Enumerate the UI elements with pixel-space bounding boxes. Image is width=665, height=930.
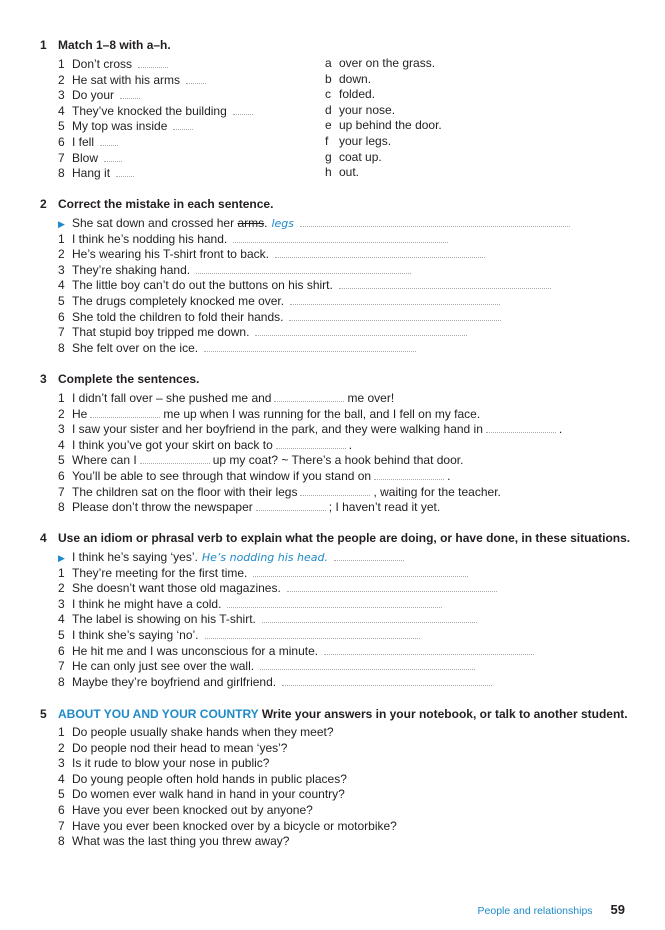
answer-blank[interactable]	[486, 421, 556, 433]
section-label: ABOUT YOU AND YOUR COUNTRY	[58, 707, 259, 721]
exercise-4-heading: 4 Use an idiom or phrasal verb to explain what the people are doing, or have done, in these situations.	[40, 531, 631, 545]
answer-blank[interactable]	[140, 452, 210, 464]
list-item: 8 Hang it	[40, 165, 640, 181]
list-item: c folded.	[325, 87, 376, 102]
list-item: 5 The drugs completely knocked me over.	[40, 293, 640, 309]
list-item: 4 I think you’ve got your skirt on back to .	[58, 437, 353, 452]
exercise-1-heading: 1 Match 1–8 with a–h.	[40, 38, 171, 52]
answer-blank[interactable]	[374, 468, 444, 480]
list-item: 1 I didn’t fall over – she pushed me and me over!	[58, 391, 395, 405]
list-item: 1 They’re meeting for the first time.	[40, 565, 640, 581]
list-item: f your legs.	[325, 133, 392, 148]
list-item: 6 She told the children to fold their hands.	[40, 309, 640, 325]
page-footer	[0, 902, 625, 917]
list-item: 7 He can only just see over the wall.	[40, 658, 640, 674]
exercise-1	[40, 37, 640, 181]
list-item: 2 She doesn’t want those old magazines.	[40, 580, 640, 596]
answer-blank[interactable]	[196, 262, 411, 274]
list-item: g coat up.	[325, 149, 382, 164]
answer-blank[interactable]	[104, 150, 122, 162]
answer-blank[interactable]	[90, 406, 160, 418]
answer-blank[interactable]	[289, 309, 501, 321]
match-right-column	[325, 56, 442, 181]
list-item: 5 Where can I up my coat? ~ There’s a hook behind that door.	[58, 453, 464, 468]
list-item: 1 Don’t cross	[40, 56, 640, 72]
play-arrow-icon: ▶	[58, 553, 65, 563]
answer-blank[interactable]	[116, 165, 134, 177]
play-arrow-icon: ▶	[58, 219, 65, 229]
list-item: 4 Do young people often hold hands in public places?	[58, 771, 347, 786]
list-item: 6 He hit me and I was unconscious for a minute.	[40, 643, 640, 659]
answer-blank[interactable]	[173, 118, 193, 130]
list-item: 7 The children sat on the floor with their legs , waiting for the teacher.	[58, 484, 501, 499]
list-item: 7 Blow	[40, 150, 640, 166]
answer-blank[interactable]	[256, 499, 326, 511]
answer-blank[interactable]	[300, 484, 370, 496]
answer-blank[interactable]	[290, 293, 500, 305]
list-item: e up behind the door.	[325, 118, 442, 133]
section-title: People and relationships	[477, 905, 593, 917]
list-item: b down.	[325, 71, 372, 86]
list-item: 6 You’ll be able to see through that window if you stand on .	[58, 468, 451, 483]
answer-blank[interactable]	[339, 277, 551, 289]
exercise-5	[40, 706, 640, 850]
list-item: 1 Do people usually shake hands when they meet?	[58, 725, 334, 739]
page-number: 59	[610, 902, 625, 917]
list-item: 2 Do people nod their head to mean ‘yes’?	[58, 740, 288, 755]
list-item: 5 I think she’s saying ‘no’.	[40, 627, 640, 643]
list-item: 7 Have you ever been knocked over by a bicycle or motorbike?	[58, 818, 397, 833]
list-item: 7 That stupid boy tripped me down.	[40, 324, 640, 340]
answer-blank[interactable]	[100, 134, 118, 146]
list-item: 3 They’re shaking hand.	[40, 262, 640, 278]
exercise-3	[40, 371, 640, 515]
list-item: 8 Maybe they’re boyfriend and girlfriend.	[40, 674, 640, 690]
list-item: 4 They’ve knocked the building	[40, 103, 640, 119]
exercise-4	[40, 530, 640, 689]
list-item: 8 What was the last thing you threw away?	[58, 834, 290, 849]
exercise-2	[40, 196, 640, 355]
list-item: h out.	[325, 165, 360, 180]
list-item: 5 My top was inside	[40, 118, 640, 134]
exercise-5-heading: 5 ABOUT YOU AND YOUR COUNTRY Write your answers in your notebook, or talk to another student.	[40, 707, 628, 721]
answer-blank[interactable]	[282, 674, 492, 686]
list-item: 3 Is it rude to blow your nose in public?	[58, 756, 270, 771]
list-item: a over on the grass.	[325, 56, 436, 70]
answer-blank[interactable]	[260, 658, 475, 670]
answer-blank[interactable]	[324, 643, 534, 655]
list-item: 6 I fell	[40, 134, 640, 150]
answer-blank[interactable]	[205, 627, 420, 639]
answer-blank[interactable]	[287, 580, 497, 592]
list-item: 6 Have you ever been knocked out by anyone?	[58, 802, 313, 817]
answer-blank[interactable]	[253, 565, 468, 577]
exercise-2-heading: 2 Correct the mistake in each sentence.	[40, 197, 274, 211]
answer-blank[interactable]	[227, 596, 442, 608]
answer-blank[interactable]	[138, 56, 168, 68]
list-item: 3 Do your	[40, 87, 640, 103]
example-item: ▶ She sat down and crossed her arms. legs	[40, 215, 640, 231]
list-item: 8 Please don’t throw the newspaper ; I haven’t read it yet.	[58, 500, 441, 515]
exercise-3-heading: 3 Complete the sentences.	[40, 372, 200, 386]
example-item: ▶ I think he’s saying ‘yes’. He’s nodding his head.	[40, 549, 640, 565]
list-item: 5 Do women ever walk hand in hand in your country?	[58, 787, 345, 802]
answer-blank[interactable]	[276, 437, 346, 449]
answer-blank[interactable]	[186, 72, 206, 84]
list-item: 2 He sat with his arms	[40, 72, 640, 88]
answer-blank[interactable]	[262, 611, 477, 623]
list-item: d your nose.	[325, 102, 396, 117]
list-item: 2 He me up when I was running for the ball, and I fell on my face.	[58, 406, 481, 421]
list-item: 8 She felt over on the ice.	[40, 340, 640, 356]
answer-blank[interactable]	[204, 340, 416, 352]
list-item: 2 He’s wearing his T-shirt front to back.	[40, 246, 640, 262]
list-item: 3 I think he might have a cold.	[40, 596, 640, 612]
answer-blank[interactable]	[255, 324, 467, 336]
list-item: 4 The label is showing on his T-shirt.	[40, 611, 640, 627]
answer-blank[interactable]	[233, 103, 253, 115]
list-item: 4 The little boy can’t do out the buttons on his shirt.	[40, 277, 640, 293]
answer-blank[interactable]	[275, 246, 485, 258]
answer-blank[interactable]	[120, 87, 140, 99]
list-item: 3 I saw your sister and her boyfriend in the park, and they were walking hand in .	[58, 422, 563, 437]
list-item: 1 I think he’s nodding his hand.	[40, 231, 640, 247]
answer-blank[interactable]	[274, 390, 344, 402]
answer-blank[interactable]	[233, 231, 448, 243]
